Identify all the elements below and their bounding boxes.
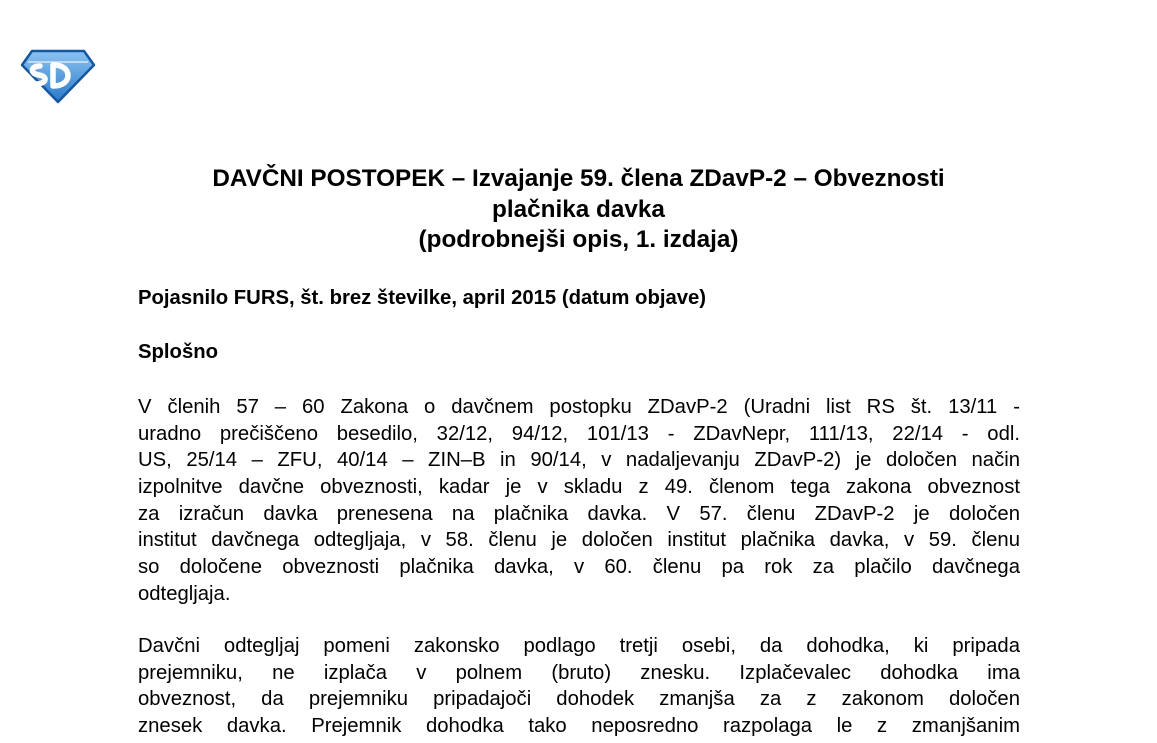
paragraph-line: V členih 57 – 60 Zakona o davčnem postopku ZDavP-2 (Uradni list RS št. 13/11 - — [138, 396, 1020, 418]
sd-shield-logo — [20, 48, 96, 104]
paragraph-line: obveznost, da prejemniku pripadajoči dohodek zmanjša za z zakonom določen — [138, 688, 1020, 711]
title-line: DAVČNI POSTOPEK – Izvajanje 59. člena ZDavP-2 – Obveznosti — [212, 165, 945, 192]
paragraph-line: Davčni odtegljaj pomeni zakonsko podlago tretji osebi, da dohodka, ki pripada — [138, 635, 1020, 657]
sd-shield-logo-icon — [20, 48, 96, 104]
paragraph-line: US, 25/14 – ZFU, 40/14 – ZIN–B in 90/14, v nadaljevanju ZDavP-2) je določen način — [138, 449, 1020, 472]
paragraph — [138, 633, 1020, 740]
paragraph-line: za izračun davka prenesena na plačnika davka. V 57. členu ZDavP-2 je določen — [138, 502, 1020, 525]
paragraph-line: prejemniku, ne izplača v polnem (bruto) znesku. Izplačevalec dohodka ima — [138, 661, 1020, 684]
paragraph-line: so določene obveznosti plačnika davka, v 60. členu pa rok za plačilo davčnega — [138, 556, 1020, 579]
paragraph-line: znesek davka. Prejemnik dohodka tako neposredno razpolaga le z zmanjšanim — [138, 715, 1020, 738]
document-source-line: Pojasnilo FURS, št. brez številke, april 2015 (datum objave) — [138, 287, 707, 309]
document-title — [120, 164, 1037, 256]
paragraph-line: institut davčnega odtegljaja, v 58. členu je določen institut plačnika davka, v 59. členu — [138, 529, 1020, 552]
paragraph — [138, 394, 1020, 608]
section-heading: Splošno — [138, 341, 218, 363]
title-line: (podrobnejši opis, 1. izdaja) — [418, 226, 739, 253]
title-line: plačnika davka — [492, 195, 665, 223]
paragraph-line: uradno prečiščeno besedilo, 32/12, 94/12, 101/13 - ZDavNepr, 111/13, 22/14 - odl. — [138, 422, 1020, 445]
paragraph-line: izpolnitve davčne obveznosti, kadar je v skladu z 49. členom tega zakona obveznost — [138, 476, 1020, 499]
paragraph-line: odtegljaja. — [138, 582, 231, 605]
